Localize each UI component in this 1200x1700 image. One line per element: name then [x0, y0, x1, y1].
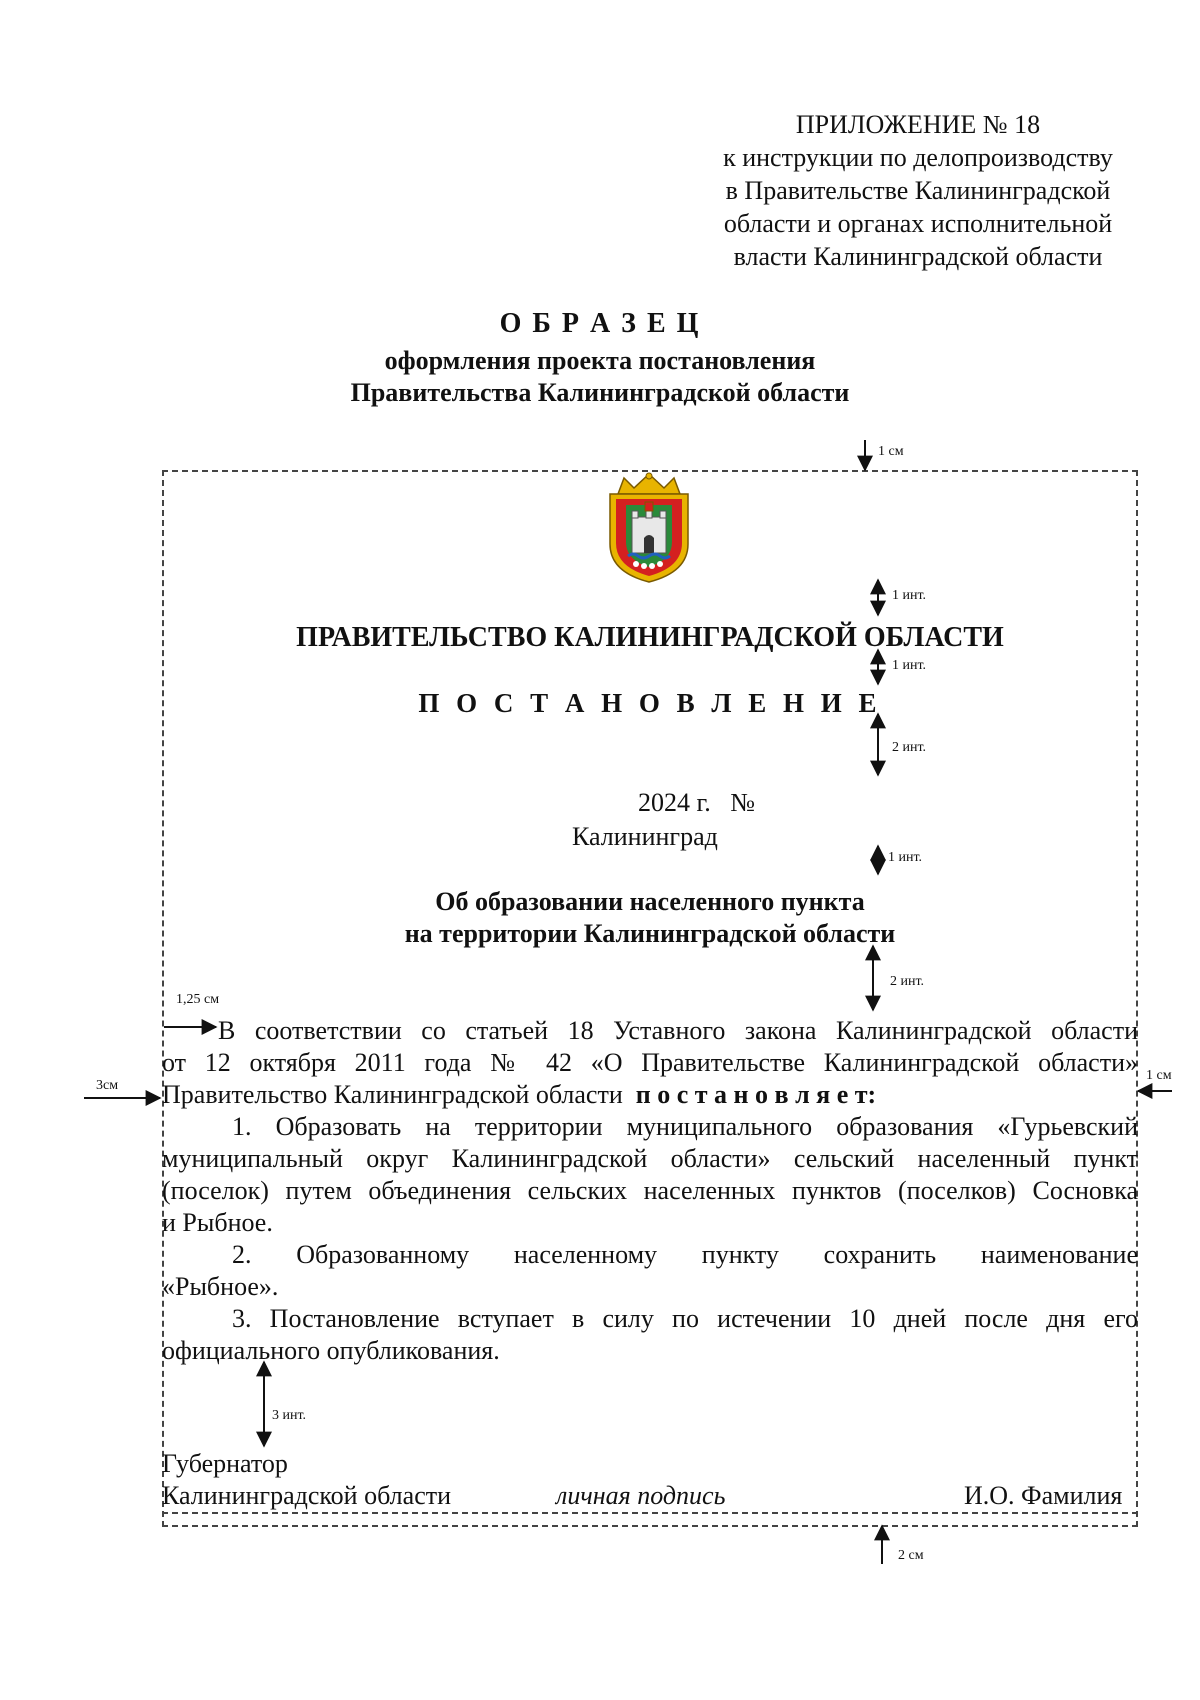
sample-title: О Б Р А З Е Ц — [499, 308, 701, 339]
right-margin-label: 1 см — [1146, 1068, 1172, 1083]
signature-placeholder: личная подпись — [556, 1481, 726, 1510]
indent-label: 1,25 см — [176, 992, 220, 1007]
heading-line: Об образовании населенного пункта — [435, 887, 865, 916]
appendix-title: ПРИЛОЖЕНИЕ № 18 — [795, 110, 1041, 139]
interval-label: 2 инт. — [892, 740, 927, 755]
bottom-margin-label: 2 см — [898, 1548, 924, 1563]
item-line: и Рыбное. — [162, 1208, 273, 1237]
sample-subtitle: Правительства Калининградской области — [350, 378, 850, 407]
item-line: (поселок) путем объединения сельских населенных пунктов (поселков) Сосновка — [162, 1176, 1138, 1205]
preamble-line: от 12 октября 2011 года № 42 «О Правительстве Калининградской области» — [162, 1048, 1138, 1077]
decree-word: п о с т а н о в л я е т: — [635, 1080, 877, 1109]
authority-title: ПРАВИТЕЛЬСТВО КАЛИНИНГРАДСКОЙ ОБЛАСТИ — [296, 622, 1004, 653]
appendix-line: в Правительстве Калининградской — [725, 176, 1111, 205]
item-line: официального опубликования. — [162, 1336, 500, 1365]
item-line: 1. Образовать на территории муниципального образования «Гурьевский — [232, 1112, 1138, 1141]
signer-region: Калининградской области — [162, 1481, 452, 1510]
heading-line: на территории Калининградской области — [404, 919, 896, 948]
appendix-line: власти Калининградской области — [733, 242, 1103, 271]
item-line: 3. Постановление вступает в силу по истечении 10 дней после дня его — [232, 1304, 1138, 1333]
interval-label: 1 инт. — [888, 850, 923, 865]
interval-label: 2 инт. — [890, 974, 925, 989]
place-of-issue: Калининград — [572, 822, 718, 851]
preamble-text: Правительство Калининградской области — [162, 1080, 623, 1109]
interval-label: 1 инт. — [892, 658, 927, 673]
item-line: муниципальный округ Калининградской области» сельский населенный пункт — [162, 1144, 1138, 1173]
preamble-line: В соответствии со статьей 18 Уставного закона Калининградской области — [218, 1016, 1138, 1045]
item-line: «Рыбное». — [162, 1272, 279, 1301]
left-margin-label: 3см — [96, 1078, 119, 1093]
signer-title: Губернатор — [162, 1449, 288, 1478]
document-type: П О С Т А Н О В Л Е Н И Е — [418, 688, 882, 718]
interval-label: 1 инт. — [892, 588, 927, 603]
top-margin-label: 1 см — [878, 444, 904, 459]
signer-name: И.О. Фамилия — [964, 1481, 1123, 1510]
item-line: 2. Образованному населенному пункту сохранить наименование — [232, 1240, 1138, 1269]
sample-subtitle: оформления проекта постановления — [384, 346, 816, 375]
appendix-line: области и органах исполнительной — [723, 209, 1113, 238]
appendix-line: к инструкции по делопроизводству — [723, 143, 1113, 172]
interval-label: 3 инт. — [272, 1408, 307, 1423]
date-number: 2024 г. № — [638, 788, 756, 817]
